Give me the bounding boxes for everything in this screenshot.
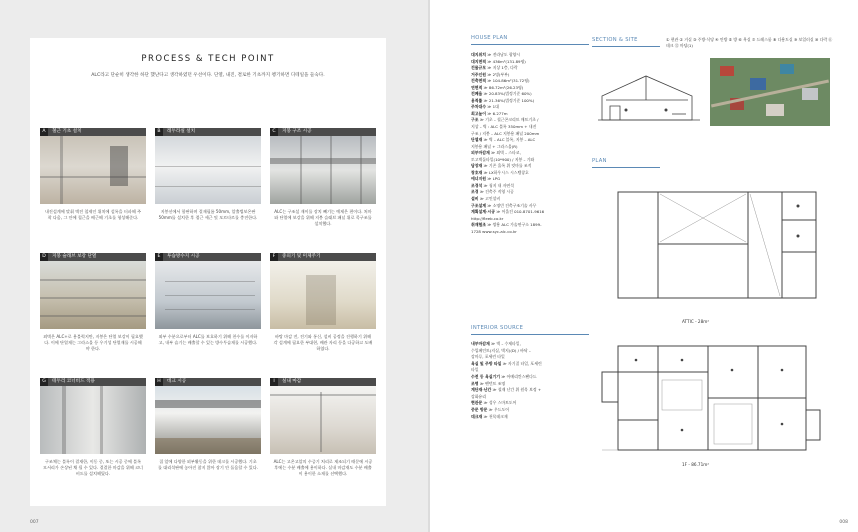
page-fold xyxy=(428,0,430,532)
info-key: 창호재 xyxy=(471,169,483,175)
info-value: http://fleeb.co.kr xyxy=(471,215,504,221)
step-title: 중피기 및 미제주기 xyxy=(282,254,321,259)
interior-source-heading: INTERIOR SOURCE xyxy=(471,325,524,331)
step-number: G xyxy=(40,378,48,386)
step-description: 내진설계에 맞춰 벽전 철제인 위치에 설록을 터파해 주착 다음, 그 안에 철근을 배근해 기초를 형성해준다. xyxy=(44,209,142,221)
intro-text: ALC라고 단순히 생각한 하단 했난다고 생각하였던 우선이다. 단열, 내진, 결로한 기초까지 챙기하면 디테일을 들숙다. xyxy=(91,73,325,78)
info-key: 현관문 xyxy=(471,400,483,406)
info-row xyxy=(471,367,589,374)
site-aerial-photo xyxy=(710,58,830,126)
step-header xyxy=(40,378,146,386)
step-header xyxy=(155,128,261,136)
info-value: ≫ 벽 – ALC 블록, 지붕 – ALC xyxy=(483,137,536,143)
plan-heading: PLAN xyxy=(592,158,607,164)
process-steps-grid xyxy=(40,128,376,496)
info-value: 강화유리 xyxy=(471,393,487,399)
info-row xyxy=(471,348,589,355)
info-value: ≫ 외벽 – 스타코, xyxy=(491,150,521,156)
info-row xyxy=(471,394,589,401)
step-description: 바탕 마감 전, 전기와 통신, 설비 공정을 진행하기 위해 각 설계에 필요한 부대현, 배관 자리 등을 다공하고 도배하였다. xyxy=(273,334,373,352)
step-photo xyxy=(155,386,261,454)
info-value: ≫ 어울건 010-8701-9616 xyxy=(496,209,545,215)
info-row xyxy=(471,400,589,407)
step-e xyxy=(155,253,261,371)
section-site-rule xyxy=(592,46,660,47)
page-number-left: 007 xyxy=(30,520,39,525)
step-header xyxy=(155,378,261,386)
step-photo xyxy=(155,261,261,329)
info-key: 대지위치 xyxy=(471,52,487,57)
info-row xyxy=(471,354,589,361)
step-title: 레두라실 설치 xyxy=(167,129,196,134)
info-key: 취재협조 xyxy=(471,222,487,228)
info-value: ≫ 86.72m²(26.23평) xyxy=(483,84,524,90)
step-title: 지붕 슬래브 보강 단열 xyxy=(52,254,97,259)
info-key: 최고높이 xyxy=(471,110,487,116)
info-value: 타일 xyxy=(471,367,479,373)
info-value: ≫ 기존 울록 위 덧마를 조적 xyxy=(483,163,532,169)
step-title: 실내 마감 xyxy=(282,379,302,384)
info-key: 구조 xyxy=(471,117,479,123)
info-value: 지붕용 패널 + 그라스울(R) xyxy=(471,143,518,149)
step-photo xyxy=(270,261,376,329)
info-key: 주차대수 xyxy=(471,104,487,110)
interior-source-list xyxy=(471,341,589,420)
step-f xyxy=(270,253,376,371)
info-value: ≫ 21.36%(법정기준 100%) xyxy=(483,97,535,103)
plan-rule xyxy=(592,167,660,168)
info-row xyxy=(471,229,589,236)
info-key: 용적률 xyxy=(471,97,483,103)
info-value: 지상 – 벽 : ALC 블록 350mm + 내진 xyxy=(471,124,537,130)
attic-area-label: ATTIC - 28m² xyxy=(682,319,709,324)
info-key: 계단재·난간 xyxy=(471,387,492,393)
info-value: ≫ 전라남도 광양시 xyxy=(487,52,521,57)
info-key: 욕실 및 주방 타일 xyxy=(471,360,502,366)
step-description: 외벽은 ALC+로 용블럭지만, 지붕은 단열 보강이 필요했다. 이에 단열재는 그라스울 등 우기성 단열재를 시공해야 한다. xyxy=(43,334,143,352)
info-value: ≫ 청지 내 자연석 xyxy=(483,182,514,188)
info-key: 조경 xyxy=(471,189,479,195)
info-row xyxy=(471,381,589,388)
step-number: A xyxy=(40,128,48,136)
info-key: 연면적 xyxy=(471,84,483,90)
info-key: 대지면적 xyxy=(471,58,487,64)
info-row xyxy=(471,407,589,414)
step-number: F xyxy=(270,253,278,261)
info-key: 구조설계 xyxy=(471,202,487,208)
step-header xyxy=(270,378,376,386)
info-key: 데크재 xyxy=(471,413,483,419)
info-row xyxy=(471,341,589,348)
step-description: 지붕선에서 합판하며 결재필름 50mm, 압출법보온판 50mm를 설치한 후 접근 세근 및 모르타르를 충전한다. xyxy=(158,209,258,221)
info-value: ≫ LPG xyxy=(487,176,501,182)
step-description: ALC는 구조설 재이를 장치 빼기는 예제은 편이다. 처마와 단열에 보강을 위해 지붕 슬래브 패널 위로 목구조를 설치했다. xyxy=(274,209,372,227)
step-number: E xyxy=(155,253,163,261)
section-drawing xyxy=(596,70,706,132)
page-number-right: 008 xyxy=(839,520,848,525)
step-photo xyxy=(40,386,146,454)
step-header xyxy=(270,128,376,136)
info-key: 에너지원 xyxy=(471,176,487,182)
step-header xyxy=(40,253,146,261)
room-legend: ① 현관 ② 거실 ③ 주방·식당 ④ 안방 ⑤ 방 ⑥ 욕실 ⑦ 드레스룸 ⑧ 다용도실 ⑨ 보일러실 ⑩ 다락 ⑪ 데크 ⑫ 마당(1) xyxy=(666,37,833,49)
info-row xyxy=(471,414,589,421)
attic-floor-plan xyxy=(598,188,828,312)
house-plan-list xyxy=(471,52,589,235)
step-number: D xyxy=(40,253,48,261)
step-description: ALC는 고온고압의 수증기 처리로 제조되기 때문에 시공 후에는 수분 배출에 용이하다. 실내 마감재도 수분 배출이 용이한 소재를 선택했다. xyxy=(273,459,373,477)
info-value: ≫ 소명빈 건축구조기술 사무 xyxy=(487,202,537,208)
info-value: 강마루, 포세린 타일 xyxy=(471,354,505,360)
info-value: ≫ 자기질 타일, 포세린 xyxy=(502,360,542,366)
info-key: 건폐율 xyxy=(471,91,483,97)
step-number: C xyxy=(270,128,278,136)
step-h xyxy=(155,378,261,496)
info-value: 구조 / 지붕 – ALC 지붕용 패널 200mm xyxy=(471,130,540,136)
step-g xyxy=(40,378,146,496)
step-title: 지붕 구조 시공 xyxy=(282,129,312,134)
step-a xyxy=(40,128,146,246)
info-value: ≫ 고인설비 xyxy=(479,196,501,202)
step-photo xyxy=(270,386,376,454)
step-photo xyxy=(155,136,261,204)
info-value: ≫ 철재 난간 위 원목 보정 + xyxy=(492,387,542,393)
section-title: PROCESS & TECH POINT xyxy=(141,54,275,64)
info-key: 담장재 xyxy=(471,163,483,169)
info-value: ≫ 성우 스마트도어 xyxy=(483,400,517,406)
section-site-heading: SECTION & SITE xyxy=(592,37,638,43)
step-title: 테두리 코너비드 적용 xyxy=(52,379,95,384)
info-key: 중문 방문 xyxy=(471,406,488,412)
step-b xyxy=(155,128,261,246)
info-key: 단열재 xyxy=(471,137,483,143)
info-key: 건물규모 xyxy=(471,65,487,71)
info-value: 1728 www.syc-alc.co.kr xyxy=(471,228,517,234)
step-description: 구조체는 블록이 결재한, 이동 중, 또는 시공 중에 블록 모서리가 손상된 채 될 수 있다. 결결한 마감을 위해 코너비드를 설치해뒀다. xyxy=(43,459,144,477)
info-value: ≫ LX하우시스 시스템창호 xyxy=(483,169,529,175)
info-value: ≫ 우드도어 xyxy=(488,406,509,412)
step-title: 투습방수지 시공 xyxy=(167,254,200,259)
info-key: 조경석 xyxy=(471,182,483,188)
info-key: 수전 등 욕실기기 xyxy=(471,373,501,379)
info-key: 계획설계·시공 xyxy=(471,209,496,215)
info-row xyxy=(471,387,589,394)
step-number: B xyxy=(155,128,163,136)
step-header xyxy=(270,253,376,261)
info-value: ≫ 지상 1층, 다락 xyxy=(487,65,518,71)
step-c xyxy=(270,128,376,246)
info-row xyxy=(471,374,589,381)
step-description: 외부 수분으로부터 ALC를 보호하기 위해 천수를 이자하고, 내부 습기는 배출할 수 있는 방수투습재를 시공했다. xyxy=(158,334,258,346)
step-title: 데크 시공 xyxy=(167,379,187,384)
info-value: 수입페인트(지실, 벽지)(D) / 바닥 – xyxy=(471,347,531,353)
info-row xyxy=(471,361,589,368)
house-plan-heading: HOUSE PLAN xyxy=(471,35,508,41)
step-i xyxy=(270,378,376,496)
step-description: 집 앞에 다양한 외부활동을 위한 데크를 시공했다. 기초를 대리석판에 놓아진 참지 않아 장기 안 돌음할 수 있다. xyxy=(158,459,259,471)
info-value: ≫ 104.86m²(31.72평) xyxy=(487,78,530,84)
step-d xyxy=(40,253,146,371)
first-floor-area-label: 1F - 86.71m² xyxy=(682,462,709,467)
info-value: ≫ 천목데크재 xyxy=(483,413,508,419)
info-value: 토고벽돌타일(10*900) / 지붕 – 기와 xyxy=(471,156,535,162)
info-value: ≫ 기초 – 철근콘크리트 매트기초 / xyxy=(479,117,539,123)
step-number: H xyxy=(155,378,163,386)
step-title: 철근 기초 설치 xyxy=(52,129,82,134)
info-value: ≫ 2명(부부) xyxy=(487,71,510,77)
info-value: ≫ 쌍용 ALC 가술연구소 1899- xyxy=(487,222,542,228)
info-value: ≫ 펜던트 조명 xyxy=(479,380,506,386)
process-card xyxy=(30,38,386,506)
info-key: 내부마감재 xyxy=(471,341,490,346)
interior-source-rule xyxy=(471,334,589,335)
info-value: ≫ 1대 xyxy=(487,104,499,110)
step-header xyxy=(155,253,261,261)
info-value: ≫ 건축주 직영 시공 xyxy=(479,189,514,195)
step-number: I xyxy=(270,378,278,386)
step-photo xyxy=(270,136,376,204)
info-value: ≫ 아메리칸스탠다드 xyxy=(501,373,537,379)
first-floor-plan xyxy=(598,340,828,458)
info-key: 거주인원 xyxy=(471,71,487,77)
info-value: ≫ 436m²(131.89평) xyxy=(487,58,526,64)
step-photo xyxy=(40,136,146,204)
info-key: 외부마감재 xyxy=(471,150,490,156)
info-key: 설비 xyxy=(471,196,479,202)
info-value: ≫ 벽 – 수제타일, xyxy=(491,341,521,346)
info-value: ≫ 6.277m xyxy=(487,110,508,116)
info-value: ≫ 20.83%(법정기준 60%) xyxy=(483,91,532,97)
info-key: 건축면적 xyxy=(471,78,487,84)
info-key: 조명 xyxy=(471,380,479,386)
house-plan-rule xyxy=(471,44,589,45)
step-photo xyxy=(40,261,146,329)
step-header xyxy=(40,128,146,136)
